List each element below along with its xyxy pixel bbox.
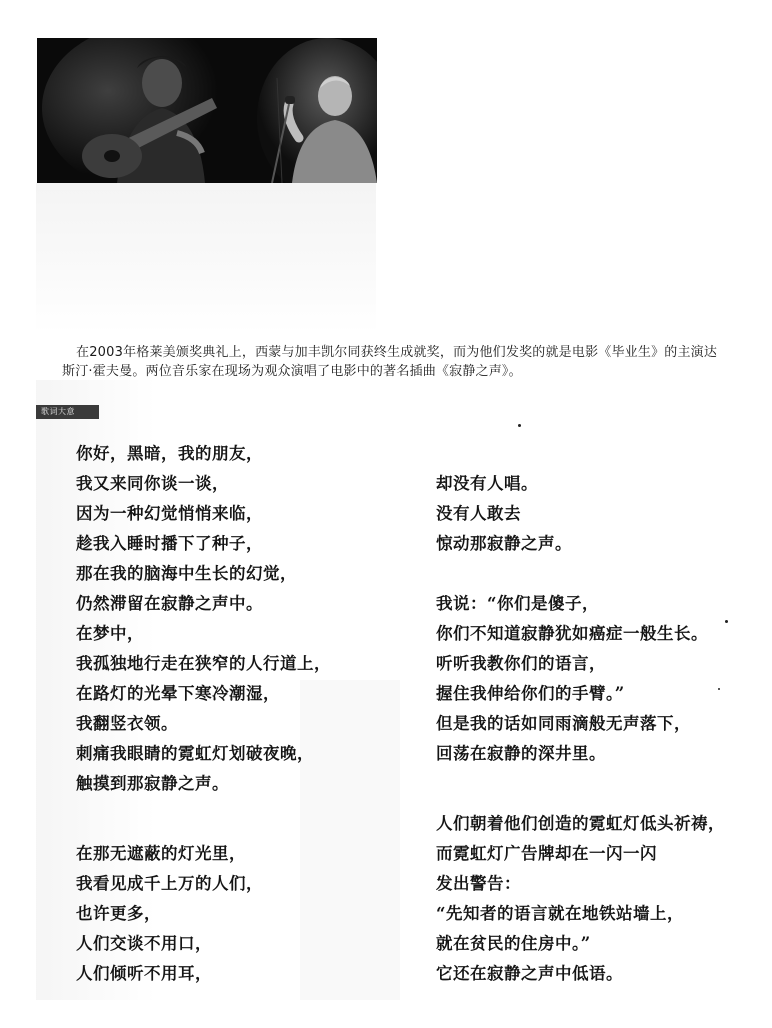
lyric-line: 刺痛我眼睛的霓虹灯划破夜晚， (76, 744, 314, 763)
section-label: 歌词大意 (36, 405, 99, 419)
lyric-line: 在那无遮蔽的灯光里， (76, 844, 246, 863)
lyric-line: 在路灯的光晕下寒冷潮湿， (76, 684, 280, 703)
lyric-line: 我孤独地行走在狭窄的人行道上， (76, 654, 331, 673)
photo-caption: 在2003年格莱美颁奖典礼上，西蒙与加丰凯尔同获终生成就奖，而为他们发奖的就是电影《毕业生》的主演达斯汀·霍夫曼。两位音乐家在现场为观众演唱了电影中的著名插曲《寂静之声》。 (62, 345, 718, 379)
lyric-line: 也许更多， (76, 904, 161, 923)
lyric-line: 却没有人唱。 (436, 474, 538, 493)
scan-speck (725, 620, 728, 623)
lyric-line: “先知者的语言就在地铁站墙上， (436, 904, 684, 923)
scan-speck (518, 424, 521, 427)
lyric-line: 听听我教你们的语言， (436, 654, 606, 673)
lyric-line: 你好，黑暗，我的朋友， (76, 444, 263, 463)
lyric-line: 我翻竖衣领。 (76, 714, 178, 733)
lyric-line: 在梦中， (76, 624, 144, 643)
lyric-line: 因为一种幻觉悄悄来临， (76, 504, 263, 523)
lyric-line: 人们倾听不用耳， (76, 964, 212, 983)
lyric-line: 我说：“你们是傻子， (436, 594, 599, 613)
lyric-line: 你们不知道寂静犹如癌症一般生长。 (436, 624, 708, 643)
lyric-line: 人们朝着他们创造的霓虹灯低头祈祷， (436, 814, 725, 833)
scan-speck (718, 688, 720, 690)
lyric-line: 就在贫民的住房中。” (436, 934, 591, 953)
lyric-line: 触摸到那寂静之声。 (76, 774, 229, 793)
lyric-line: 但是我的话如同雨滴般无声落下， (436, 714, 691, 733)
concert-photo-image (37, 38, 377, 183)
lyric-line: 人们交谈不用口， (76, 934, 212, 953)
scan-shadow (36, 183, 376, 333)
lyric-line: 那在我的脑海中生长的幻觉， (76, 564, 297, 583)
lyric-line: 我又来同你谈一谈， (76, 474, 229, 493)
lyric-line: 它还在寂静之声中低语。 (436, 964, 623, 983)
lyric-line: 发出警告： (436, 874, 521, 893)
lyric-line: 回荡在寂静的深井里。 (436, 744, 606, 763)
lyric-line: 仍然滞留在寂静之声中。 (76, 594, 263, 613)
concert-photo (37, 38, 377, 183)
scan-shadow-mid (300, 680, 400, 1000)
lyric-line: 我看见成千上万的人们， (76, 874, 263, 893)
lyric-line: 握住我伸给你们的手臂。” (436, 684, 625, 703)
lyric-line: 惊动那寂静之声。 (436, 534, 572, 553)
lyric-line: 趁我入睡时播下了种子， (76, 534, 263, 553)
lyric-line: 而霓虹灯广告牌却在一闪一闪 (436, 844, 657, 863)
lyric-line: 没有人敢去 (436, 504, 521, 523)
